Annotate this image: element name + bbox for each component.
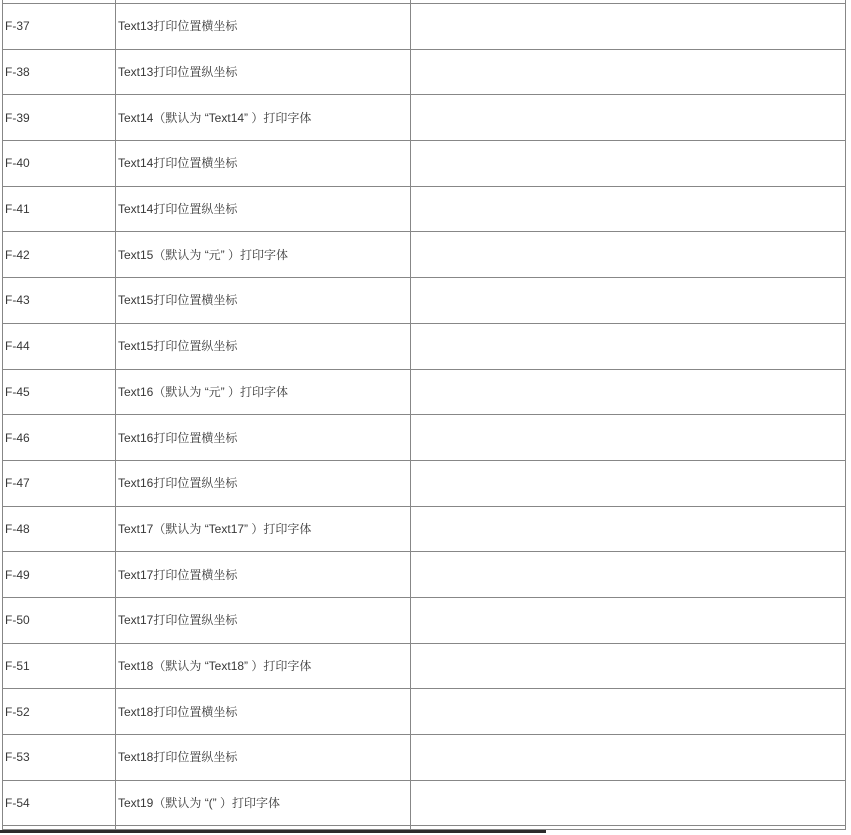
- row-description: Text18（默认为 “Text18” ）打印字体: [116, 643, 411, 689]
- table-row: [3, 735, 846, 781]
- row-description: Text17打印位置横坐标: [116, 552, 411, 598]
- row-id: F-41: [3, 186, 116, 232]
- row-description: Text14打印位置纵坐标: [116, 186, 411, 232]
- row-value: [411, 689, 846, 735]
- row-id: F-52: [3, 689, 116, 735]
- row-id: F-38: [3, 49, 116, 95]
- row-value: [411, 232, 846, 278]
- row-description: Text17打印位置纵坐标: [116, 597, 411, 643]
- row-value: [411, 141, 846, 187]
- row-value: [411, 506, 846, 552]
- table-row: [3, 643, 846, 689]
- table-row: [3, 278, 846, 324]
- row-value: [411, 4, 846, 50]
- row-id: F-51: [3, 643, 116, 689]
- table-row: [3, 186, 846, 232]
- table-row: [3, 49, 846, 95]
- row-id: F-44: [3, 323, 116, 369]
- row-id: F-45: [3, 369, 116, 415]
- row-id: F-50: [3, 597, 116, 643]
- row-value: [411, 323, 846, 369]
- table-row: [3, 232, 846, 278]
- row-description: Text16（默认为 “元” ）打印字体: [116, 369, 411, 415]
- row-id: F-43: [3, 278, 116, 324]
- row-description: Text14（默认为 “Text14” ）打印字体: [116, 95, 411, 141]
- table-row: [3, 323, 846, 369]
- row-value: [411, 186, 846, 232]
- row-id: F-37: [3, 4, 116, 50]
- table-row: [3, 415, 846, 461]
- row-value: [411, 780, 846, 826]
- row-description: Text16打印位置纵坐标: [116, 460, 411, 506]
- row-id: F-47: [3, 460, 116, 506]
- row-id: F-48: [3, 506, 116, 552]
- table-row: [3, 597, 846, 643]
- row-id: F-42: [3, 232, 116, 278]
- row-description: Text19（默认为 “(” ）打印字体: [116, 780, 411, 826]
- table-row: [3, 689, 846, 735]
- table-row: [3, 780, 846, 826]
- row-description: Text17（默认为 “Text17” ）打印字体: [116, 506, 411, 552]
- row-id: F-53: [3, 735, 116, 781]
- row-description: Text15打印位置纵坐标: [116, 323, 411, 369]
- spec-table: [2, 0, 846, 830]
- row-id: F-46: [3, 415, 116, 461]
- row-id: F-39: [3, 95, 116, 141]
- row-description: Text15打印位置横坐标: [116, 278, 411, 324]
- row-description: Text18打印位置纵坐标: [116, 735, 411, 781]
- row-description: Text16打印位置横坐标: [116, 415, 411, 461]
- row-description: Text14打印位置横坐标: [116, 141, 411, 187]
- row-value: [411, 278, 846, 324]
- row-value: [411, 643, 846, 689]
- row-id: F-54: [3, 780, 116, 826]
- table-body: [3, 0, 846, 830]
- row-value: [411, 49, 846, 95]
- bottom-dark-bar: [0, 830, 546, 833]
- table-row: [3, 4, 846, 50]
- table-row: [3, 369, 846, 415]
- table-row: [3, 460, 846, 506]
- table-row: [3, 506, 846, 552]
- table-row: [3, 552, 846, 598]
- table-row: [3, 95, 846, 141]
- row-value: [411, 460, 846, 506]
- row-value: [411, 415, 846, 461]
- row-value: [411, 95, 846, 141]
- row-value: [411, 552, 846, 598]
- row-value: [411, 369, 846, 415]
- row-description: Text15（默认为 “元” ）打印字体: [116, 232, 411, 278]
- row-description: Text18打印位置横坐标: [116, 689, 411, 735]
- row-description: Text13打印位置纵坐标: [116, 49, 411, 95]
- table-row: [3, 141, 846, 187]
- row-description: Text13打印位置横坐标: [116, 4, 411, 50]
- row-id: F-49: [3, 552, 116, 598]
- row-value: [411, 735, 846, 781]
- row-id: F-40: [3, 141, 116, 187]
- row-value: [411, 597, 846, 643]
